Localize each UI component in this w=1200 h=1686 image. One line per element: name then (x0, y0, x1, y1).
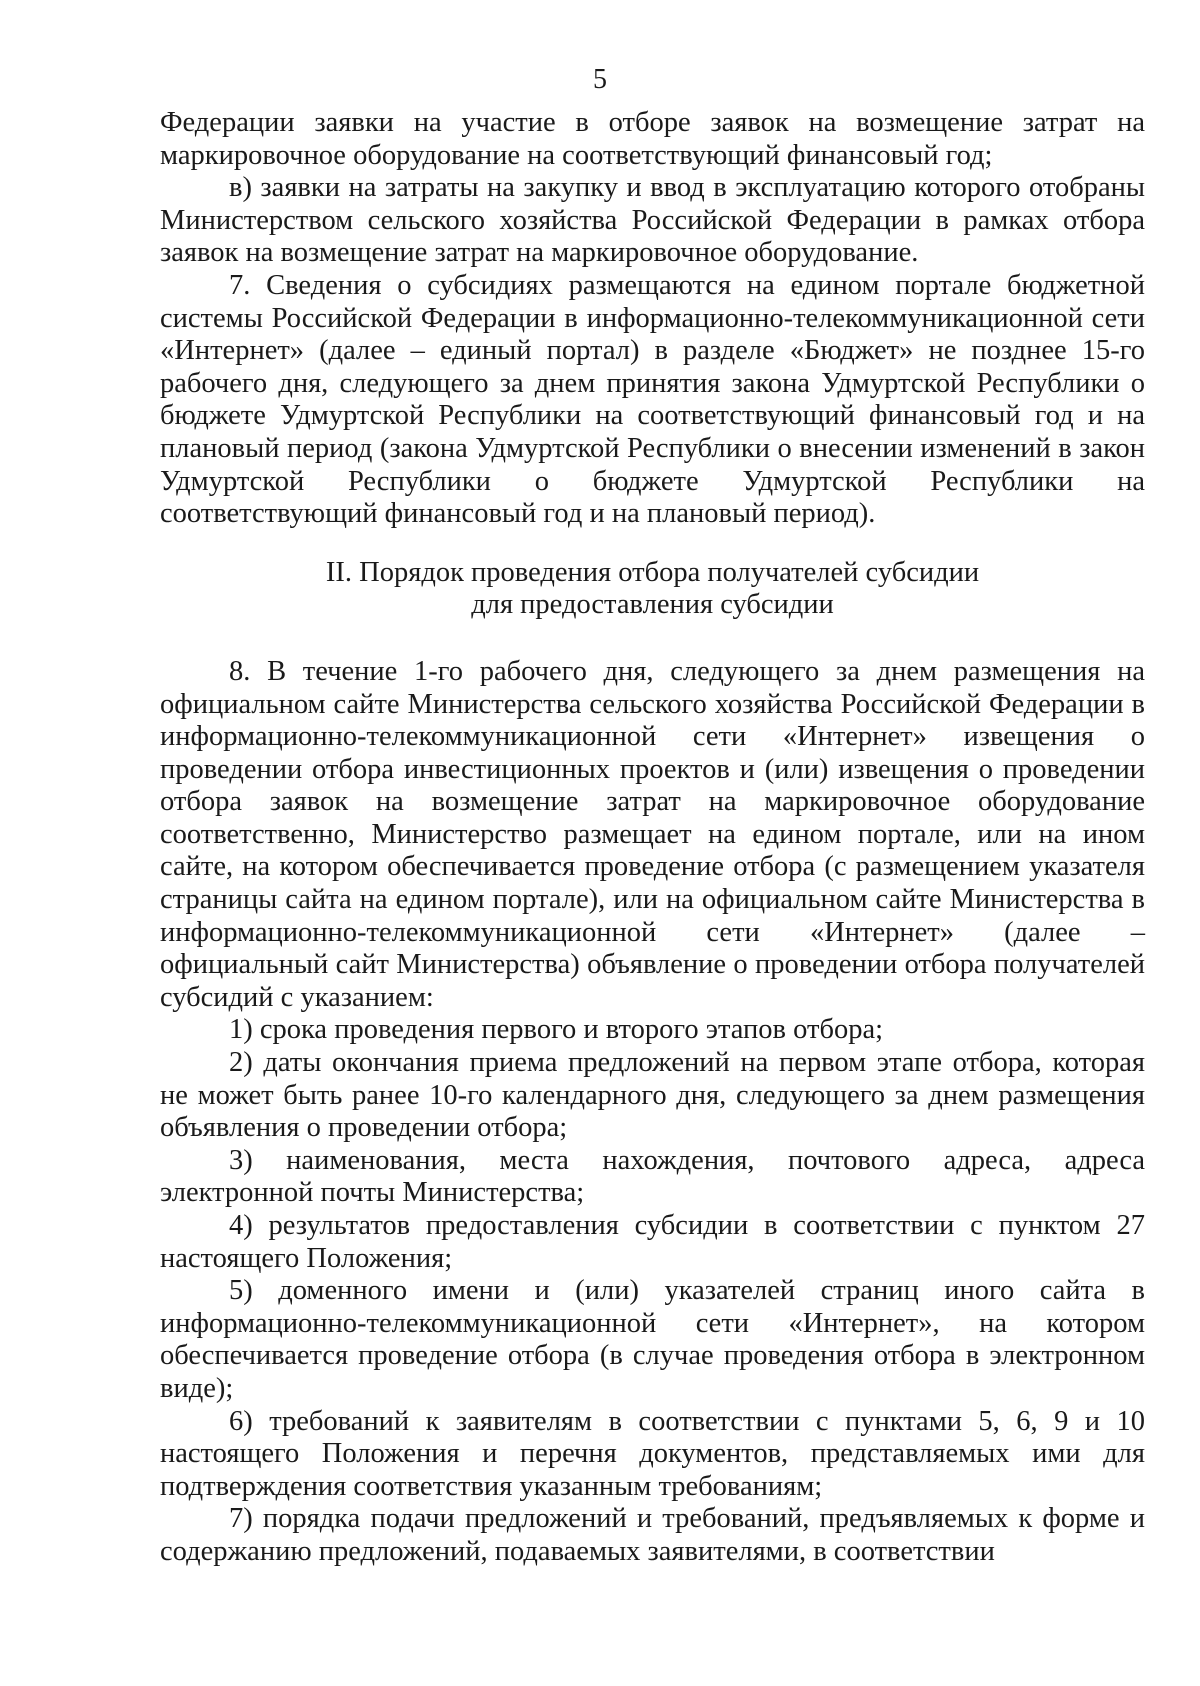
list-item-5: 5) доменного имени и (или) указателей страниц иного сайта в информационно-телекоммуникационной сети «Интернет», на котором обеспечивается проведение отбора (в случае проведения отбора в электронном виде); (160, 1275, 1145, 1404)
paragraph-subitem-v: в) заявки на затраты на закупку и ввод в эксплуатацию которого отобраны Министерством сельского хозяйства Российской Федерации в рамках отбора заявок на возмещение затрат на маркировочное оборудование. (160, 172, 1145, 269)
section-heading-line-1: II. Порядок проведения отбора получателей субсидии (325, 556, 980, 588)
list-item-3: 3) наименования, места нахождения, почтового адреса, адреса электронной почты Министерства; (160, 1144, 1145, 1209)
list-item-2: 2) даты окончания приема предложений на первом этапе отбора, которая не может быть ранее 10-го календарного дня, следующего за днем размещения объявления о проведении отбора; (160, 1047, 1145, 1144)
page-number: 5 (593, 64, 607, 95)
document-body (160, 107, 1145, 1569)
list-item-6: 6) требований к заявителям в соответствии с пунктами 5, 6, 9 и 10 настоящего Положения и перечня документов, представляемых ими для подтверждения соответствия указанным требованиям; (160, 1405, 1145, 1502)
paragraph-continuation: Федерации заявки на участие в отборе заявок на возмещение затрат на маркировочное оборудование на соответствующий финансовый год; (160, 107, 1145, 171)
section-heading (160, 531, 1145, 656)
list-item-4: 4) результатов предоставления субсидии в соответствии с пунктом 27 настоящего Положения; (160, 1210, 1145, 1274)
paragraph-item-7: 7. Сведения о субсидиях размещаются на едином портале бюджетной системы Российской Федерации в информационно-телекоммуникационной сети «Интернет» (далее – единый портал) в разделе «Бюджет» не позднее 15-го рабочего дня, следующего за днем принятия закона Удмуртской Республики о бюджете Удмуртской Республики на соответствующий финансовый год и на плановый период (закона Удмуртской Республики о внесении изменений в закон Удмуртской Республики о бюджете Удмуртской Республики на соответствующий финансовый год и на плановый период). (160, 269, 1145, 530)
section-heading-line-2: для предоставления субсидии (471, 589, 834, 621)
list-item-7: 7) порядка подачи предложений и требований, предъявляемых к форме и содержанию предложений, подаваемых заявителями, в соответствии (160, 1503, 1145, 1567)
paragraph-item-8: 8. В течение 1-го рабочего дня, следующего за днем размещения на официальном сайте Министерства сельского хозяйства Российской Федерации в информационно-телекоммуникационной сети «Интернет» извещения о проведении отбора инвестиционных проектов и (или) извещения о проведении отбора заявок на возмещение затрат на маркировочное оборудование соответственно, Министерство размещает на едином портале, или на ином сайте, на котором обеспечивается проведение отбора (с размещением указателя страницы сайта на едином портале), или на официальном сайте Министерства в информационно-телекоммуникационной сети «Интернет» (далее – официальный сайт Министерства) объявление о проведении отбора получателей субсидий с указанием: (160, 655, 1145, 1013)
list-item-1: 1) срока проведения первого и второго этапов отбора; (229, 1014, 884, 1046)
